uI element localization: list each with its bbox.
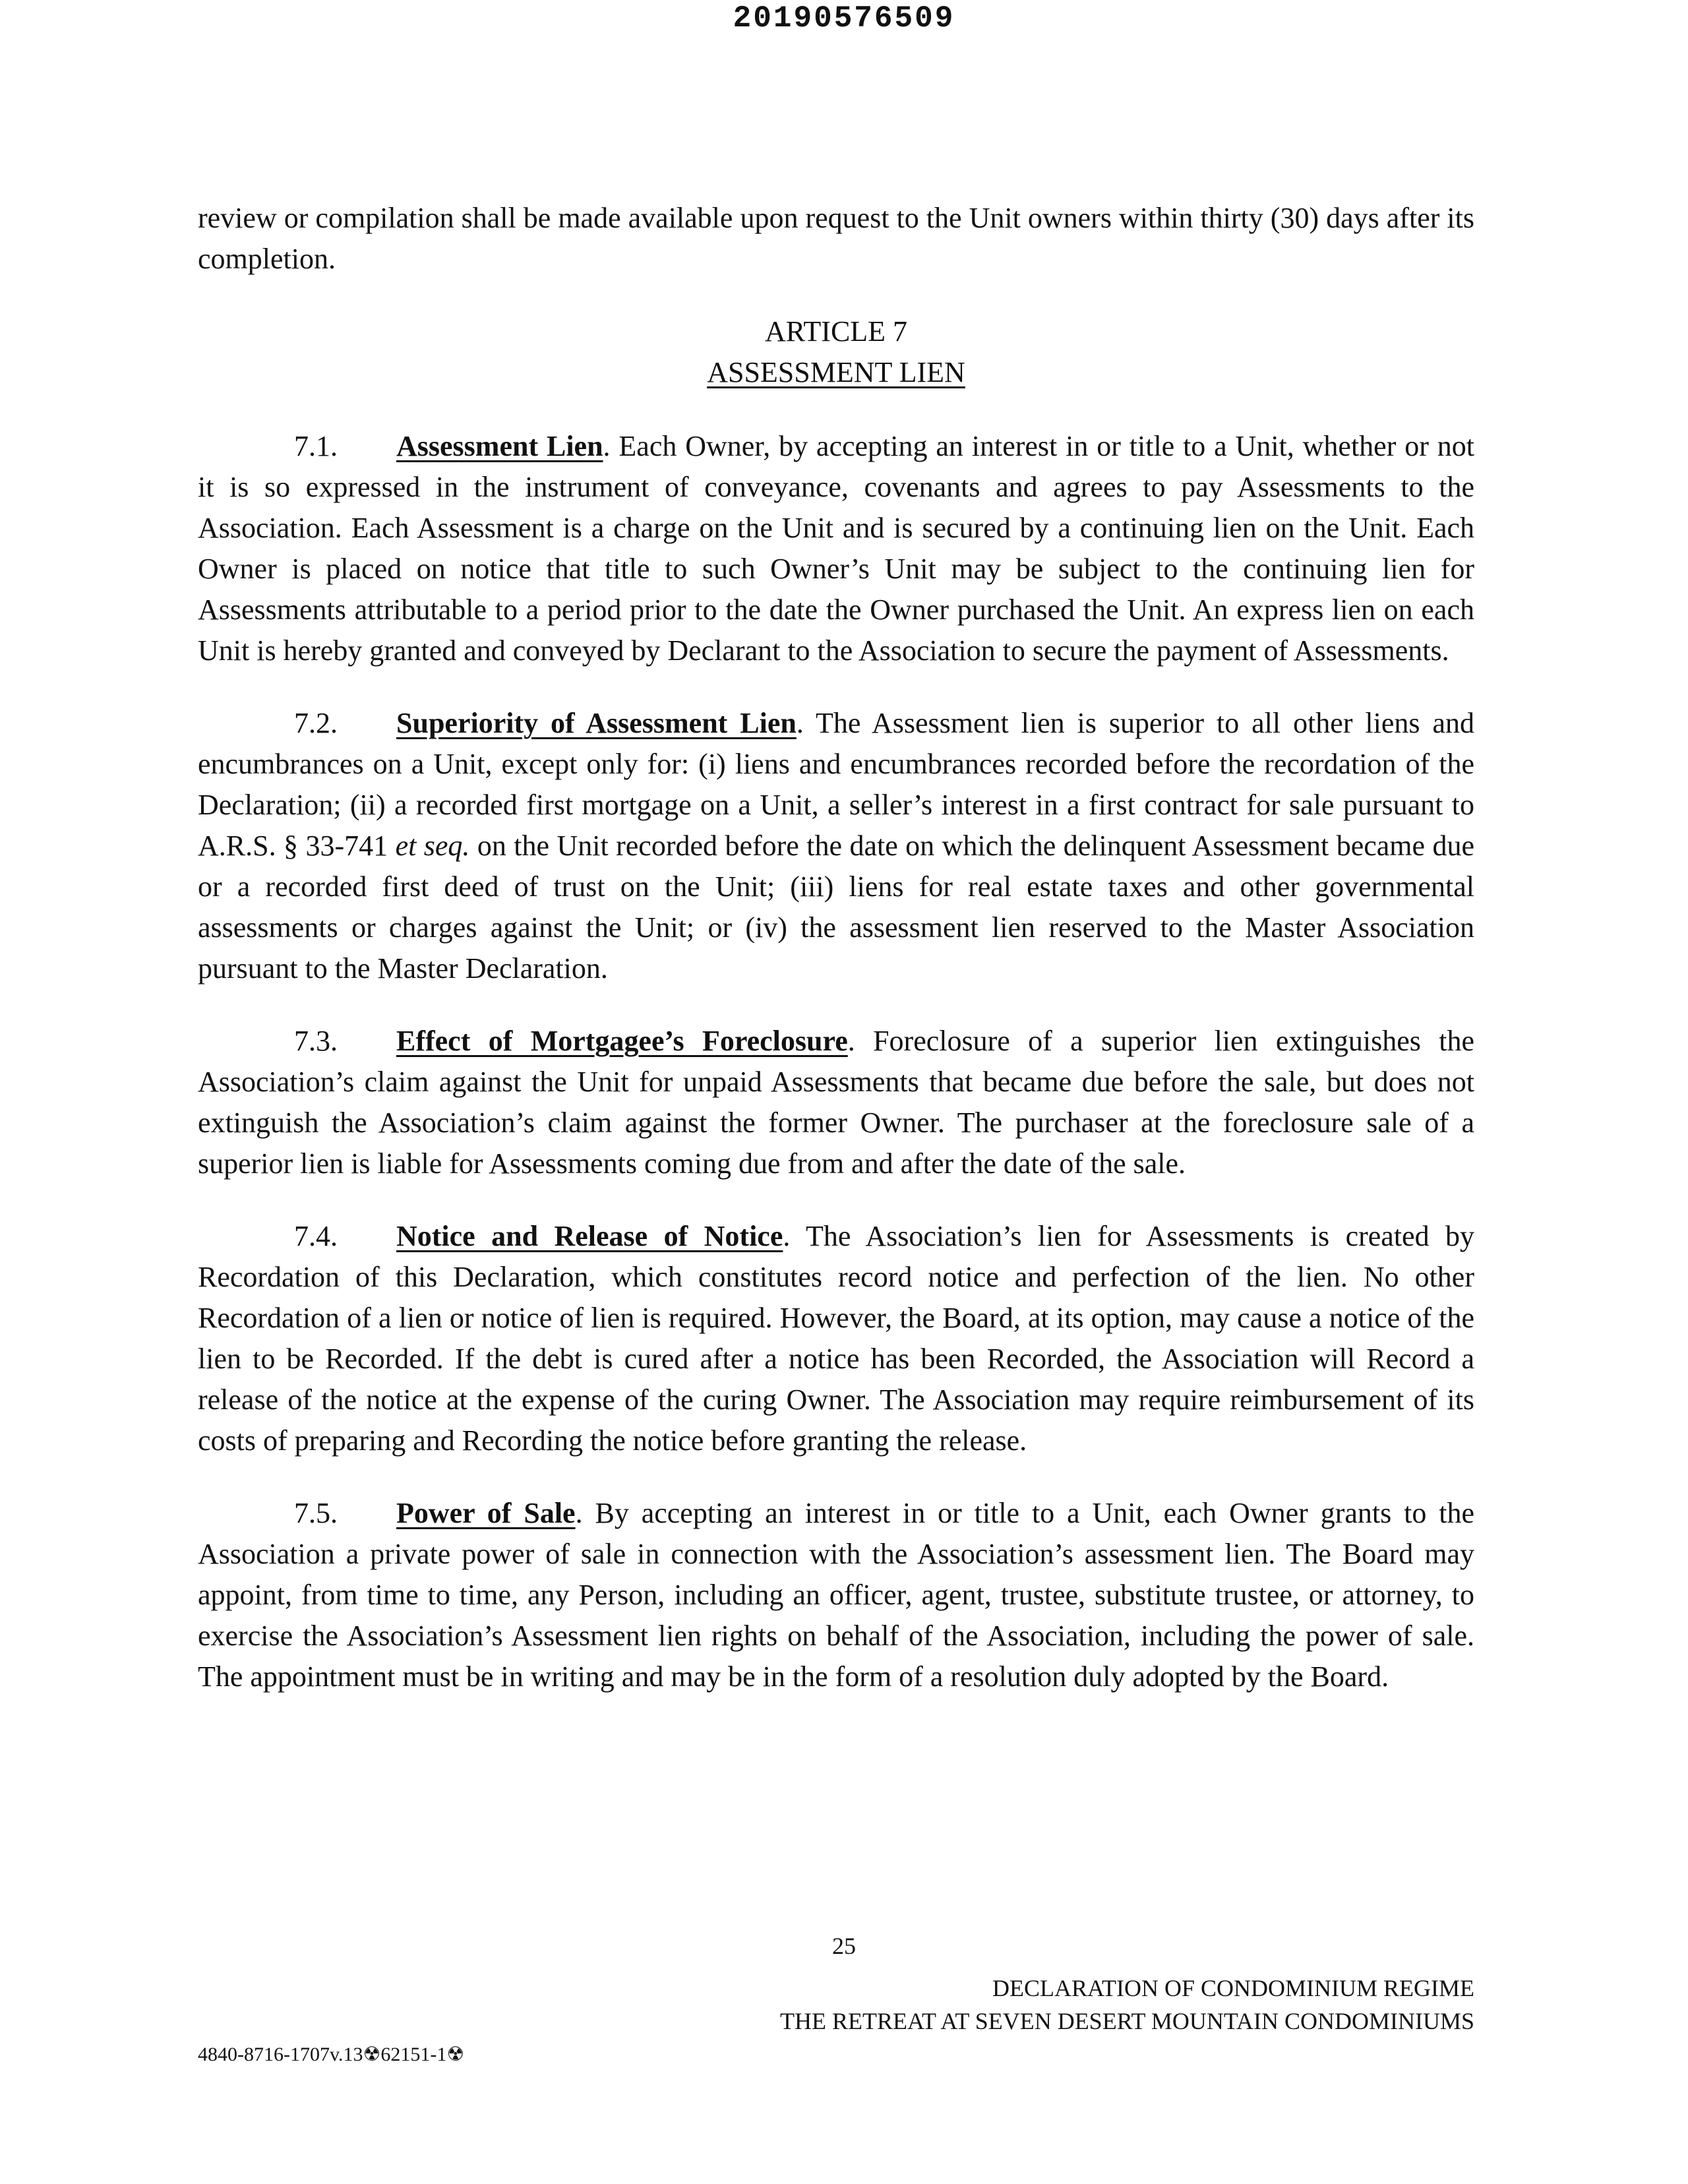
section-text-continued: on the Unit recorded before the date on which the delinquent Assessment became due or a recorded first deed of trust on the Unit; (iii) liens for real estate taxes and other governmental assessments or charges against the Unit; or (iv) the assessment lien reserved to the Master Association pursuant to the Master Declaration. (198, 830, 1475, 985)
section-title: Effect of Mortgagee’s Foreclosure (396, 1025, 848, 1057)
section-number: 7.4. (294, 1220, 338, 1252)
section-text: . Foreclosure of a superior lien extinguishes the Association’s claim against the Unit for unpaid Assessments that became due before the sale, but does not extinguish the Association’s claim against the former Owner. The purchaser at the foreclosure sale of a superior lien is liable for Assessments coming due from and after the date of the sale. (198, 1025, 1474, 1180)
section-7-2 (198, 703, 1474, 989)
intro-paragraph: review or compilation shall be made available upon request to the Unit owners within thirty (30) days after its completion. (198, 202, 1474, 275)
section-7-1 (198, 426, 1474, 671)
article-label: ARTICLE 7 (764, 315, 908, 348)
section-number: 7.1. (294, 430, 338, 462)
page-number: 25 (832, 1933, 856, 1959)
section-number: 7.3. (294, 1025, 338, 1057)
footer-document-title (780, 1972, 1474, 2038)
article-title: ASSESSMENT LIEN (707, 356, 965, 388)
section-text: . The Assessment lien is superior to all other liens and encumbrances on a Unit, except only for: (i) liens and encumbrances recorded before the recordation of the Declaration; (ii) a recorded first mortgage on a Unit, a seller’s interest in a first contract for sale pursuant to A.R.S. § 33-741 (198, 707, 1474, 862)
section-title: Notice and Release of Notice (396, 1220, 783, 1252)
footer-line-2: THE RETREAT AT SEVEN DESERT MOUNTAIN CONDOMINIUMS (780, 2008, 1474, 2034)
section-7-3 (198, 1021, 1474, 1184)
section-number: 7.5. (294, 1497, 338, 1529)
document-number: 20190576509 (733, 1, 955, 36)
section-text: . By accepting an interest in or title to a Unit, each Owner grants to the Association a private power of sale in connection with the Association’s assessment lien. The Board may appoint, from time to time, any Person, including an officer, agent, trustee, substitute trustee, or attorney, to exercise the Association’s Assessment lien rights on behalf of the Association, including the power of sale. The appointment must be in writing and may be in the form of a resolution duly adopted by the Board. (198, 1497, 1474, 1693)
section-title: Assessment Lien (396, 430, 603, 462)
section-title: Power of Sale (396, 1497, 576, 1529)
section-7-4 (198, 1216, 1474, 1461)
section-text: . Each Owner, by accepting an interest in or title to a Unit, whether or not it is so expressed in the instrument of conveyance, covenants and agrees to pay Assessments to the Association. Each Assessment is a charge on the Unit and is secured by a continuing lien on the Unit. Each Owner is placed on notice that title to such Owner’s Unit may be subject to the continuing lien for Assessments attributable to a period prior to the date the Owner purchased the Unit. An express lien on each Unit is hereby granted and conveyed by Declarant to the Association to secure the payment of Assessments. (198, 430, 1474, 667)
section-7-5 (198, 1493, 1474, 1697)
footer-document-id: 4840-8716-1707v.13☢62151-1☢ (198, 2044, 465, 2065)
section-text: . The Association’s lien for Assessments is created by Recordation of this Declaration, which constitutes record notice and perfection of the lien. No other Recordation of a lien or notice of lien is required. However, the Board, at its option, may cause a notice of the lien to be Recorded. If the debt is cured after a notice has been Recorded, the Association will Record a release of the notice at the expense of the curing Owner. The Association may require reimbursement of its costs of preparing and Recording the notice before granting the release. (198, 1220, 1474, 1457)
section-title: Superiority of Assessment Lien (396, 707, 797, 739)
footer-line-1: DECLARATION OF CONDOMINIUM REGIME (992, 1975, 1474, 2001)
article-heading (198, 311, 1474, 393)
page-body (198, 198, 1474, 1729)
section-italic-text: et seq. (395, 830, 470, 862)
section-number: 7.2. (294, 707, 338, 739)
